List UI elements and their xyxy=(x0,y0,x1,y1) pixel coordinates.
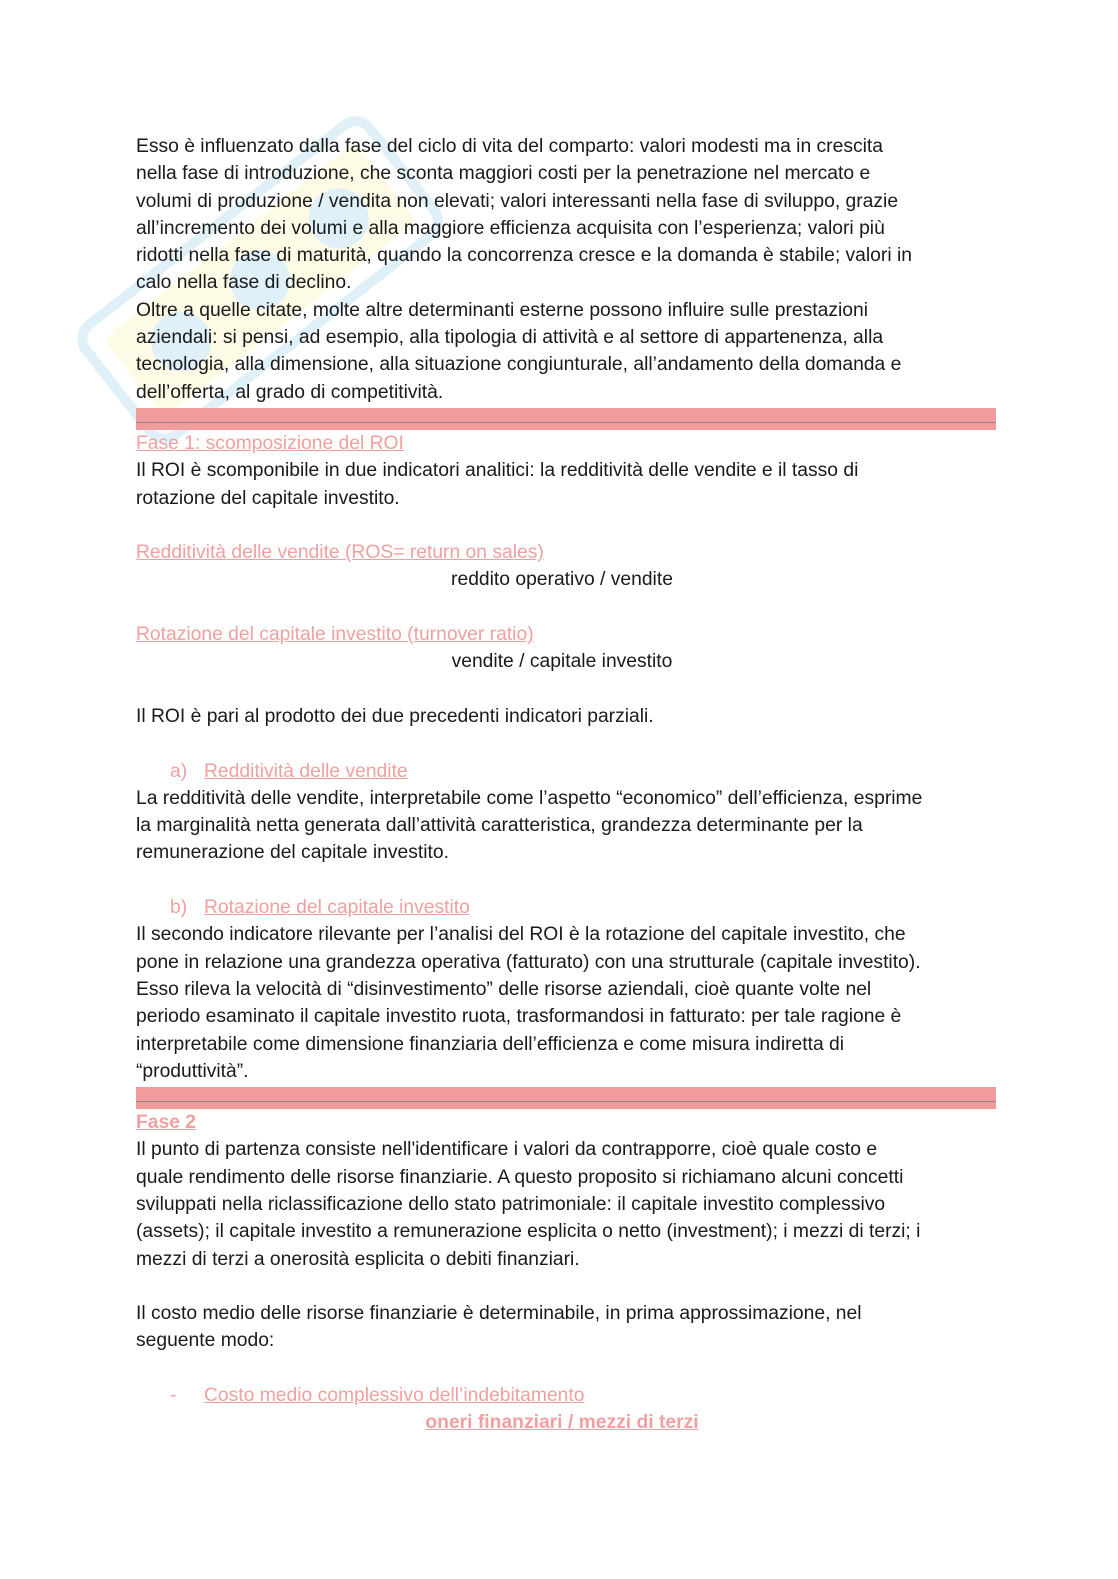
intro-line: dell’offerta, al grado di competitività. xyxy=(136,381,444,403)
ros-formula: reddito operativo / vendite xyxy=(451,569,673,591)
fase2-line: (assets); il capitale investito a remunerazione esplicita o netto (investment); i mezzi di terzi; i xyxy=(136,1221,921,1243)
section-divider xyxy=(136,1087,996,1109)
document-page xyxy=(136,133,988,1437)
intro-line: Oltre a quelle citate, molte altre determinanti esterne possono influire sulle prestazioni xyxy=(136,299,869,321)
list-marker-a: a) xyxy=(170,760,188,782)
intro-line: Esso è influenzato dalla fase del ciclo di vita del comparto: valori modesti ma in crescita xyxy=(136,136,883,157)
fase2-line: quale rendimento delle risorse finanziarie. A questo proposito si richiamano alcuni concetti xyxy=(136,1166,904,1188)
item-b-line: periodo esaminato il capitale investito ruota, trasformandosi in fatturato: per tale ragione è xyxy=(136,1006,902,1028)
item-b-link[interactable]: Rotazione del capitale investito xyxy=(204,897,470,919)
intro-line: aziendali: si pensi, ad esempio, alla tipologia di attività e al settore di appartenenza, alla xyxy=(136,327,884,349)
item-b-line: interpretabile come dimensione finanziaria dell’efficienza e come misura indiretta di xyxy=(136,1033,845,1055)
intro-line: ridotti nella fase di maturità, quando la concorrenza cresce e la domanda è stabile; valori in xyxy=(136,245,912,267)
item-a-line: La redditività delle vendite, interpretabile come l’aspetto “economico” dell’efficienza, esprime xyxy=(136,787,923,809)
item-a-link[interactable]: Redditività delle vendite xyxy=(204,760,408,782)
intro-line: volumi di produzione / vendita non elevati; valori interessanti nella fase di sviluppo, grazie xyxy=(136,190,899,212)
fase2-heading-link[interactable]: Fase 2 xyxy=(136,1112,197,1134)
fase1-intro-line: Il ROI è scomponibile in due indicatori analitici: la redditività delle vendite e il tasso di xyxy=(136,460,859,482)
costo-medio-formula[interactable]: oneri finanziari / mezzi di terzi xyxy=(425,1412,699,1434)
item-b-line: “produttività”. xyxy=(136,1060,249,1082)
fase2-line: mezzi di terzi a onerosità esplicita o debiti finanziari. xyxy=(136,1248,580,1270)
turnover-formula: vendite / capitale investito xyxy=(451,651,673,673)
fase2-line: Il costo medio delle risorse finanziarie è determinabile, in prima approssimazione, nel xyxy=(136,1303,862,1325)
bullet-item xyxy=(136,1382,988,1409)
bullet-marker: - xyxy=(170,1385,177,1407)
item-b-line: Il secondo indicatore rilevante per l’analisi del ROI è la rotazione del capitale investito, che xyxy=(136,924,906,946)
intro-line: nella fase di introduzione, che sconta maggiori costi per la penetrazione nel mercato e xyxy=(136,163,871,185)
fase2-line: sviluppati nella riclassificazione dello stato patrimoniale: il capitale investito complessivo xyxy=(136,1193,886,1215)
item-b-line: Esso rileva la velocità di “disinvestimento” delle risorse aziendali, cioè quante volte nel xyxy=(136,978,872,1000)
fase1-intro-line: rotazione del capitale investito. xyxy=(136,487,400,509)
intro-line: all’incremento dei volumi e alla maggiore efficienza acquisita con l’esperienza; valori più xyxy=(136,217,885,239)
fase2-line: seguente modo: xyxy=(136,1330,275,1352)
list-item-a xyxy=(136,758,988,785)
item-a-line: remunerazione del capitale investito. xyxy=(136,842,449,864)
intro-line: calo nella fase di declino. xyxy=(136,272,352,294)
roi-product-text: Il ROI è pari al prodotto dei due precedenti indicatori parziali. xyxy=(136,705,654,727)
section-divider xyxy=(136,408,996,430)
costo-medio-link[interactable]: Costo medio complessivo dell’indebitamento xyxy=(204,1385,585,1407)
list-marker-b: b) xyxy=(170,897,188,919)
turnover-link[interactable]: Rotazione del capitale investito (turnover ratio) xyxy=(136,624,534,646)
item-a-line: la marginalità netta generata dall’attività caratteristica, grandezza determinante per la xyxy=(136,815,863,837)
fase1-heading-link[interactable]: Fase 1: scomposizione del ROI xyxy=(136,432,404,454)
ros-link[interactable]: Redditività delle vendite (ROS= return on sales) xyxy=(136,542,544,564)
item-b-line: pone in relazione una grandezza operativa (fatturato) con una strutturale (capitale investito). xyxy=(136,951,921,973)
intro-line: tecnologia, alla dimensione, alla situazione congiunturale, all’andamento della domanda e xyxy=(136,354,902,376)
fase2-line: Il punto di partenza consiste nell'identificare i valori da contrapporre, cioè quale costo e xyxy=(136,1139,878,1161)
list-item-b xyxy=(136,894,988,921)
